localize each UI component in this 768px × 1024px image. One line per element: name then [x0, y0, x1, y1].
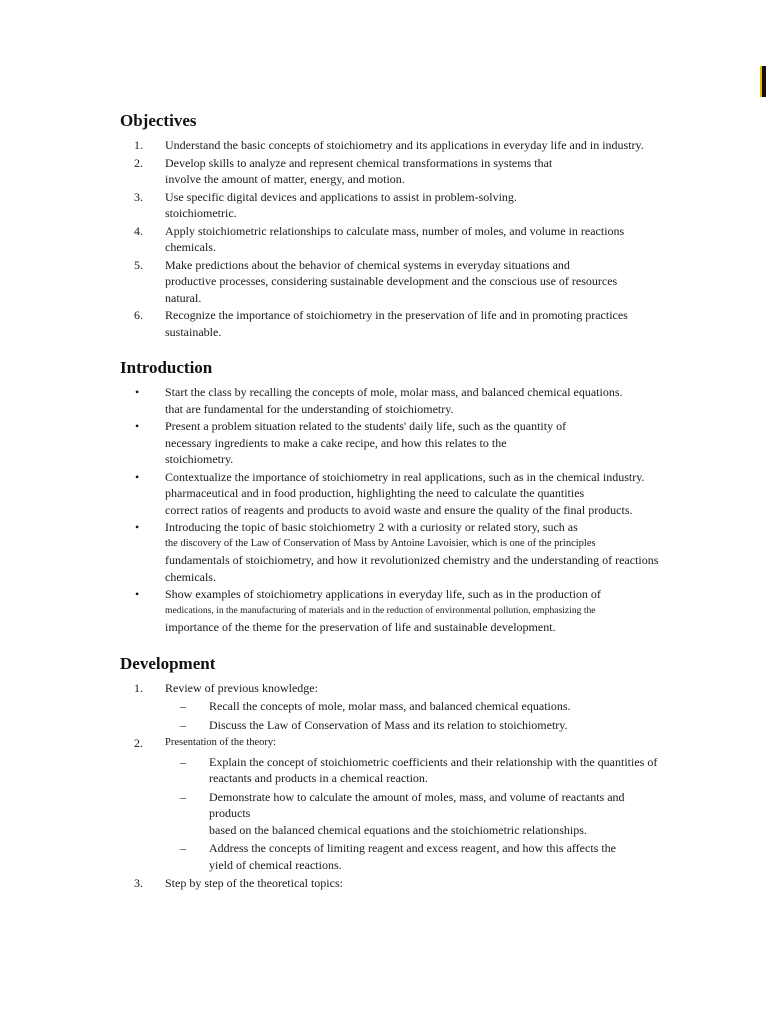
item-text: Recall the concepts of mole, molar mass, and balanced chemical equations.: [209, 699, 571, 713]
development-item: [120, 875, 665, 892]
item-text: Step by step of the theoretical topics:: [165, 876, 343, 890]
item-text: involve the amount of matter, energy, and motion.: [165, 172, 405, 186]
item-text: Develop skills to analyze and represent chemical transformations in systems that: [165, 155, 553, 170]
objective-item: [120, 189, 665, 222]
objective-item: [120, 223, 665, 256]
introduction-section: [120, 357, 665, 636]
sub-list: [165, 754, 665, 874]
item-text: necessary ingredients to make a cake recipe, and how this relates to the: [165, 435, 507, 450]
list-number: 6.: [134, 308, 143, 322]
bullet-icon: •: [135, 419, 140, 433]
sub-list: [165, 698, 665, 733]
item-text: natural.: [165, 290, 202, 305]
item-text: Show examples of stoichiometry applications in everyday life, such as in the production of: [165, 587, 601, 601]
development-item: [120, 735, 665, 873]
objectives-section: [120, 110, 665, 340]
item-text: stoichiometric.: [165, 206, 237, 220]
item-text: Understand the basic concepts of stoichiometry and its applications in everyday life and in industry.: [165, 138, 644, 152]
dash-marker: –: [180, 754, 186, 769]
objective-item: [120, 307, 665, 340]
item-text: medications, in the manufacturing of materials and in the reduction of environmental pollution, emphasizing the: [165, 604, 596, 616]
objective-item: [120, 137, 665, 154]
list-number: 3.: [134, 876, 143, 890]
item-text: the discovery of the Law of Conservation of Mass by Antoine Lavoisier, which is one of the principles: [165, 537, 596, 549]
item-text: yield of chemical reactions.: [209, 857, 342, 872]
list-number: 2.: [134, 155, 143, 170]
item-text: Discuss the Law of Conservation of Mass and its relation to stoichiometry.: [209, 717, 568, 732]
sub-item: [165, 840, 665, 873]
bullet-icon: •: [135, 520, 140, 534]
sub-item: [165, 698, 665, 715]
sub-item: [165, 717, 665, 734]
development-item: [120, 680, 665, 734]
sub-item: [165, 754, 665, 787]
item-text: fundamentals of stoichiometry, and how it revolutionized chemistry and the understanding of reactions: [165, 553, 659, 567]
objective-item: [120, 257, 665, 307]
objectives-heading: Objectives: [120, 111, 197, 130]
item-text: that are fundamental for the understanding of stoichiometry.: [165, 401, 454, 416]
item-text: Use specific digital devices and applications to assist in problem-solving.: [165, 189, 517, 204]
item-text: Contextualize the importance of stoichiometry in real applications, such as in the chemical industry.: [165, 469, 645, 484]
item-text: Demonstrate how to calculate the amount of moles, mass, and volume of reactants and products: [209, 789, 625, 820]
list-number: 3.: [134, 189, 143, 204]
introduction-list: [120, 384, 665, 636]
introduction-item: [120, 469, 665, 519]
item-text: Make predictions about the behavior of chemical systems in everyday situations and: [165, 257, 570, 272]
item-text: Recognize the importance of stoichiometry in the preservation of life and in promoting practices: [165, 308, 628, 322]
introduction-heading: Introduction: [120, 358, 213, 377]
bullet-icon: •: [135, 587, 140, 601]
objective-item: [120, 155, 665, 188]
dash-marker: –: [180, 699, 186, 713]
dash-marker: –: [180, 789, 186, 804]
page-edge-mark: [762, 66, 766, 97]
introduction-item: [120, 586, 665, 636]
objectives-list: [120, 137, 665, 340]
item-text: importance of the theme for the preservation of life and sustainable development.: [165, 620, 556, 634]
item-text: Address the concepts of limiting reagent and excess reagent, and how this affects the: [209, 841, 616, 855]
list-number: 1.: [134, 680, 143, 695]
item-text: Presentation of the theory:: [165, 737, 277, 748]
dash-marker: –: [180, 841, 186, 855]
item-text: Review of previous knowledge:: [165, 680, 318, 695]
bullet-icon: •: [135, 469, 140, 484]
list-number: 1.: [134, 138, 143, 152]
item-text: productive processes, considering sustainable development and the conscious use of resources: [165, 274, 618, 288]
item-text: stoichiometry.: [165, 452, 234, 466]
list-number: 5.: [134, 257, 143, 272]
item-text: Present a problem situation related to the students' daily life, such as the quantity of: [165, 419, 567, 433]
list-number: 4.: [134, 223, 143, 238]
development-section: [120, 653, 665, 892]
list-number: 2.: [134, 736, 143, 750]
item-text: reactants and products in a chemical reaction.: [209, 771, 428, 785]
item-text: chemicals.: [165, 569, 216, 584]
dash-marker: –: [180, 717, 186, 732]
development-list: [120, 680, 665, 892]
sub-item: [165, 789, 665, 839]
introduction-item: [120, 384, 665, 417]
item-text: Apply stoichiometric relationships to calculate mass, number of moles, and volume in reactions: [165, 223, 625, 238]
item-text: Introducing the topic of basic stoichiometry 2 with a curiosity or related story, such as: [165, 520, 578, 534]
introduction-item: [120, 519, 665, 585]
item-text: Start the class by recalling the concepts of mole, molar mass, and balanced chemical equations.: [165, 385, 623, 399]
development-heading: Development: [120, 653, 216, 673]
document-content: [120, 110, 665, 893]
bullet-icon: •: [135, 385, 140, 399]
item-text: pharmaceutical and in food production, highlighting the need to calculate the quantities: [165, 486, 585, 500]
item-text: chemicals.: [165, 240, 216, 254]
item-text: Explain the concept of stoichiometric coefficients and their relationship with the quantities of: [209, 754, 658, 769]
item-text: correct ratios of reagents and products to avoid waste and ensure the quality of the final products.: [165, 502, 633, 517]
item-text: based on the balanced chemical equations and the stoichiometric relationships.: [209, 822, 587, 837]
introduction-item: [120, 418, 665, 468]
item-text: sustainable.: [165, 324, 222, 339]
